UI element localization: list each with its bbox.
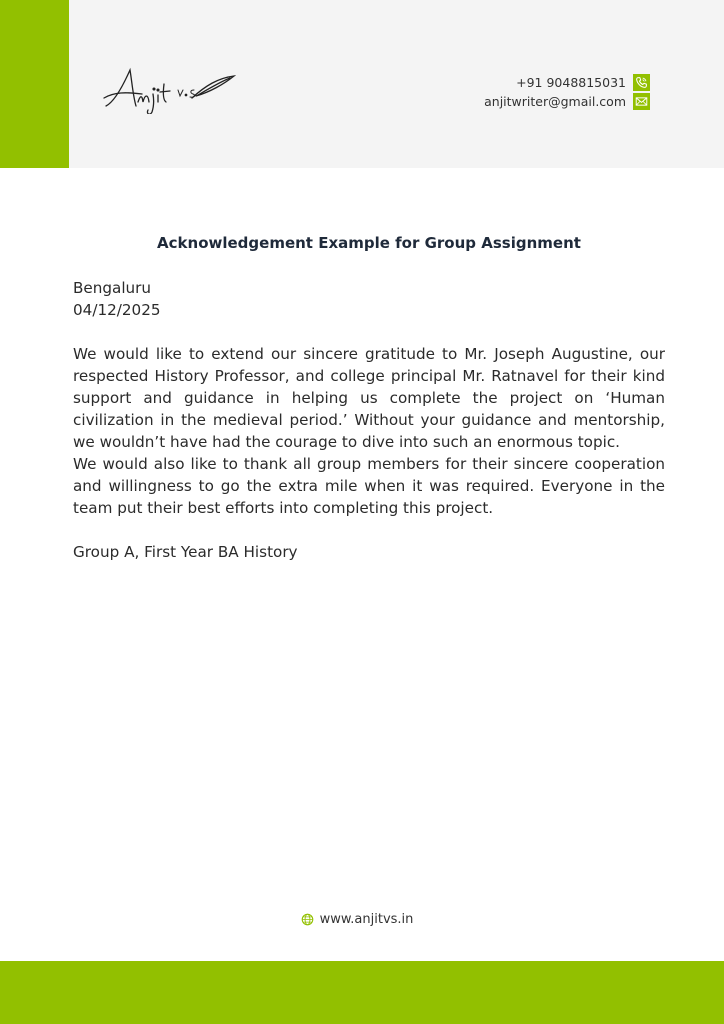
email-row <box>484 92 650 111</box>
phone-row <box>484 73 650 92</box>
signoff-line: Group A, First Year BA History <box>73 543 298 561</box>
paragraph-1: We would like to extend our sincere gratitude to Mr. Joseph Augustine, our respected History Professor, and college principal Mr. Ratnavel for their kind support and guidance in helping us complete the project on ‘Human civilization in the medieval period.’ Without your guidance and mentorship, we wouldn’t have had the courage to dive into such an enormous topic. <box>73 345 665 451</box>
date-line: 04/12/2025 <box>73 301 161 319</box>
spacer <box>73 519 665 541</box>
document-body <box>73 277 665 563</box>
phone-number: +91 9048815031 <box>516 75 626 90</box>
website-link[interactable]: www.anjitvs.in <box>319 912 414 927</box>
place-line: Bengaluru <box>73 279 152 297</box>
contact-block <box>484 73 650 111</box>
spacer <box>73 321 665 343</box>
accent-bar-left <box>0 0 69 168</box>
footer-website <box>0 912 714 927</box>
paragraph-2: We would also like to thank all group members for their sincere cooperation and willingness to go the extra mile when it was required. Everyone in the team put their best efforts into completing this project. <box>73 455 665 517</box>
document-title: Acknowledgement Example for Group Assignment <box>157 234 581 252</box>
footer-accent-bar <box>0 961 724 1024</box>
globe-icon <box>301 913 314 926</box>
email-address: anjitwriter@gmail.com <box>484 94 626 109</box>
phone-icon <box>633 74 650 91</box>
signature-logo <box>100 62 236 114</box>
mail-icon <box>633 93 650 110</box>
